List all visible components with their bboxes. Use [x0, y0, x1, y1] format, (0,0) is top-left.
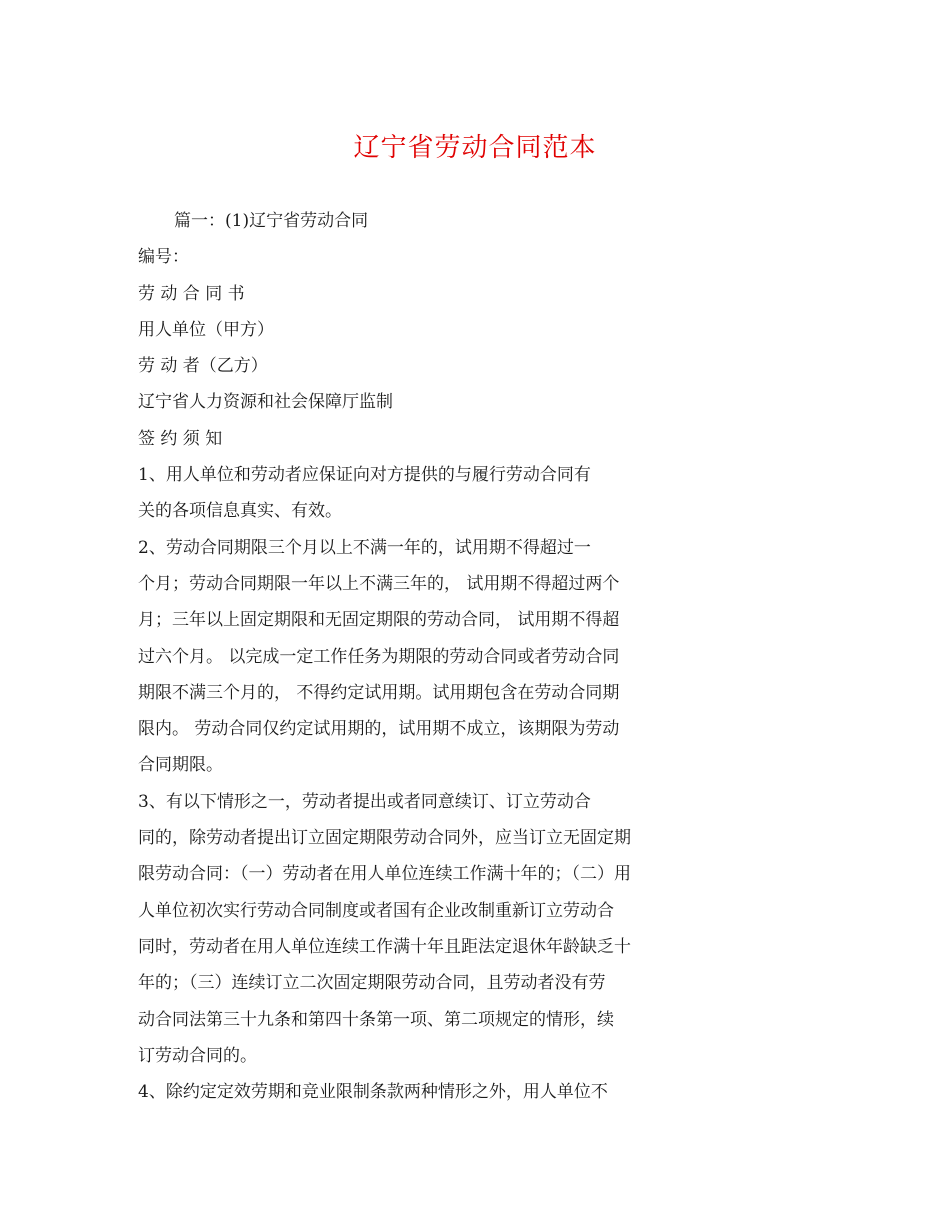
text-line: 关的各项信息真实、有效。	[138, 501, 342, 522]
text-line: 辽宁省人力资源和社会保障厅监制	[138, 392, 393, 413]
text-line: 劳 动 合 同 书	[138, 283, 245, 304]
text-line: 1、用人单位和劳动者应保证向对方提供的与履行劳动合同有	[138, 465, 591, 486]
text-line: 过六个月。 以完成一定工作任务为期限的劳动合同或者劳动合同	[138, 646, 620, 667]
text-line: 期限不满三个月的， 不得约定试用期。试用期包含在劳动合同期	[138, 682, 620, 703]
text-line: 劳 动 者（乙方）	[138, 356, 268, 377]
text-line: 篇一：(1)辽宁省劳动合同	[174, 211, 369, 231]
text-line: 用人单位（甲方）	[138, 319, 274, 340]
text-line: 年的；（三）连续订立二次固定期限劳动合同，且劳动者没有劳	[138, 973, 606, 994]
text-line: 个月；劳动合同期限一年以上不满三年的， 试用期不得超过两个	[138, 573, 620, 594]
text-line: 同的，除劳动者提出订立固定期限劳动合同外，应当订立无固定期	[138, 828, 631, 849]
text-line: 4、除约定定效劳期和竞业限制条款两种情形之外，用人单位不	[138, 1082, 608, 1103]
document-title: 辽宁省劳动合同范本	[353, 133, 597, 163]
text-line: 同时，劳动者在用人单位连续工作满十年且距法定退休年龄缺乏十	[138, 936, 631, 957]
text-line: 限劳动合同：（一）劳动者在用人单位连续工作满十年的；（二）用	[138, 864, 631, 885]
text-line: 人单位初次实行劳动合同制度或者国有企业改制重新订立劳动合	[138, 900, 614, 921]
document-body	[138, 203, 838, 1110]
text-line: 2、劳动合同期限三个月以上不满一年的，试用期不得超过一	[138, 537, 591, 558]
text-line: 合同期限。	[138, 755, 223, 776]
text-line: 动合同法第三十九条和第四十条第一项、第二项规定的情形，续	[138, 1009, 614, 1030]
text-line: 月；三年以上固定期限和无固定期限的劳动合同， 试用期不得超	[138, 610, 620, 631]
text-line: 限内。 劳动合同仅约定试用期的，试用期不成立，该期限为劳动	[138, 719, 620, 740]
text-line: 签 约 须 知	[138, 428, 223, 449]
text-line: 3、有以下情形之一，劳动者提出或者同意续订、订立劳动合	[138, 791, 591, 812]
text-line: 订劳动合同的。	[138, 1045, 257, 1066]
text-line: 编号：	[138, 247, 189, 268]
